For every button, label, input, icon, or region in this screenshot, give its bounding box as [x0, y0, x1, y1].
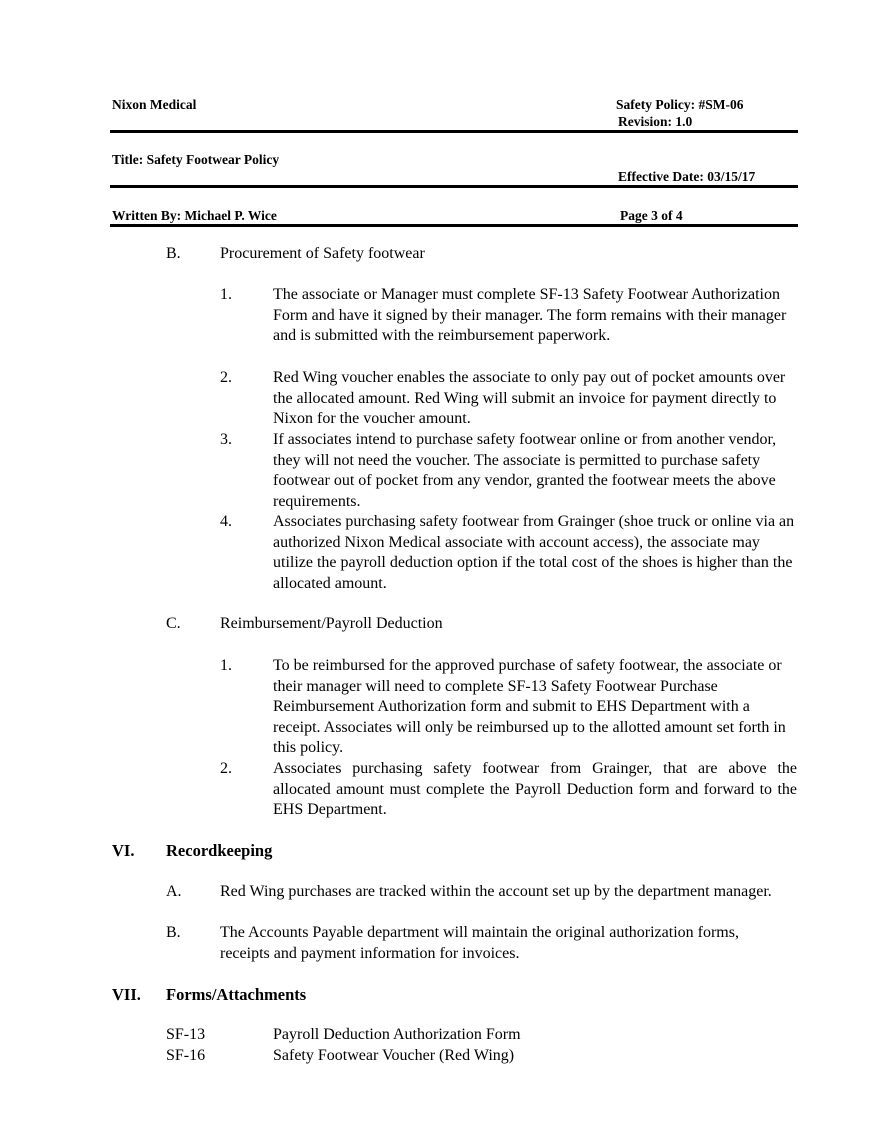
list-item: If associates intend to purchase safety footwear online or from another vendor, they will not need the voucher. The associate is permitted to purchase safety footwear out of pocket from any vendor, granted the footwear meets the above requirements. [273, 431, 777, 510]
written-by: Written By: Michael P. Wice [112, 208, 277, 223]
form-name: Safety Footwear Voucher (Red Wing) [273, 1047, 515, 1064]
list-item: The Accounts Payable department will maintain the original authorization forms, receipts and payment information for invoices. [220, 924, 739, 962]
list-item-number: 2. [220, 760, 232, 777]
policy-number: Safety Policy: #SM-06 [616, 97, 744, 112]
section-b-title: Procurement of Safety footwear [220, 245, 425, 262]
list-item-number: 2. [220, 369, 232, 386]
document-title: Title: Safety Footwear Policy [112, 152, 280, 167]
header-divider-3 [110, 224, 798, 227]
form-name: Payroll Deduction Authorization Form [273, 1026, 521, 1043]
section-b-label: B. [166, 245, 181, 262]
section-vii-title: Forms/Attachments [166, 985, 307, 1004]
section-vi-number: VI. [112, 841, 135, 860]
revision: Revision: 1.0 [618, 114, 693, 129]
list-item: Associates purchasing safety footwear from Grainger (shoe truck or online via an authorized Nixon Medical associate with account access), the associate may utilize the payroll deduction option if the total cost of the shoes is higher than the allocated amount. [273, 513, 795, 592]
list-item: Associates purchasing safety footwear from Grainger, that are above the allocated amount must complete the Payroll Deduction form and forward to the EHS Department. [273, 760, 797, 819]
list-item: The associate or Manager must complete SF-13 Safety Footwear Authorization Form and have it signed by their manager. The form remains with their manager and is submitted with the reimbursement paperwork. [273, 286, 787, 345]
section-vi-title: Recordkeeping [166, 841, 273, 860]
list-item-number: 4. [220, 513, 232, 530]
form-code: SF-16 [166, 1047, 206, 1064]
company-name: Nixon Medical [112, 97, 197, 112]
section-vii-number: VII. [112, 985, 141, 1004]
header-divider-2 [110, 185, 798, 188]
list-item-number: 3. [220, 431, 232, 448]
effective-date: Effective Date: 03/15/17 [618, 169, 756, 184]
form-code: SF-13 [166, 1026, 206, 1043]
section-c-title: Reimbursement/Payroll Deduction [220, 615, 443, 632]
header-divider-1 [110, 130, 798, 133]
section-c-label: C. [166, 615, 181, 632]
list-item-number: 1. [220, 657, 232, 674]
page-number: Page 3 of 4 [620, 208, 683, 223]
list-item-label: A. [166, 883, 182, 900]
list-item-label: B. [166, 924, 181, 941]
list-item-number: 1. [220, 286, 232, 303]
list-item: To be reimbursed for the approved purchase of safety footwear, the associate or their manager will need to complete SF-13 Safety Footwear Purchase Reimbursement Authorization form and submit to EHS Department with a receipt. Associates will only be reimbursed up to the allotted amount set forth in this policy. [273, 657, 786, 757]
list-item: Red Wing purchases are tracked within the account set up by the department manager. [220, 883, 772, 900]
list-item: Red Wing voucher enables the associate to only pay out of pocket amounts over the allocated amount. Red Wing will submit an invoice for payment directly to Nixon for the voucher amount. [273, 369, 786, 428]
